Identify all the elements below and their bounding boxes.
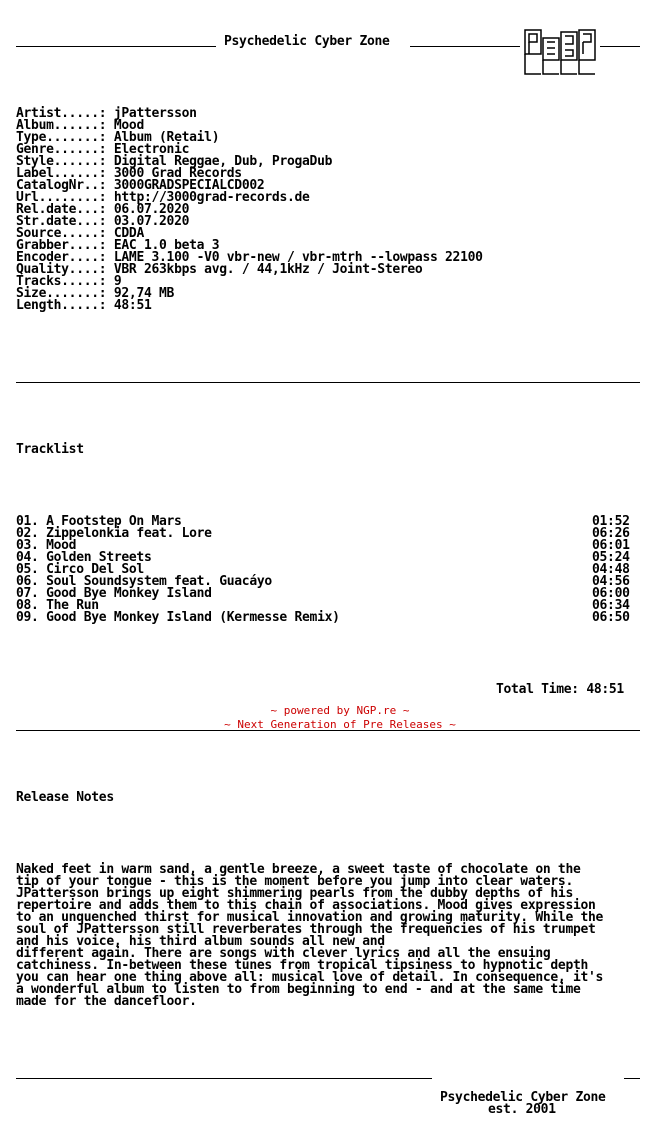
track-duration: 06:01 xyxy=(592,538,630,553)
info-value: VBR 263kbps avg. / 44,1kHz / Joint-Stereo xyxy=(113,262,423,277)
info-key: Style......: xyxy=(16,154,107,169)
notes-line: a wonderful album to listen to from beginning to end - and at the same time xyxy=(16,982,581,997)
powered-by-link[interactable]: ~ powered by NGP.re ~ xyxy=(270,704,410,717)
track-row xyxy=(16,610,630,625)
notes-line: soul of JPattersson still reverberates through the frequencies of his trumpet xyxy=(16,922,596,937)
footer-title: Psychedelic Cyber Zone xyxy=(440,1090,606,1105)
info-key: Label......: xyxy=(16,166,107,181)
track-duration: 06:50 xyxy=(592,610,630,625)
notes-line: made for the dancefloor. xyxy=(16,994,197,1009)
footer-rule-left xyxy=(16,1078,432,1079)
info-key: Str.date...: xyxy=(16,214,107,229)
total-time-row xyxy=(16,682,624,697)
notes-line: you can hear one thing above all: musical love of detail. In consequence, it's xyxy=(16,970,604,985)
info-value: 9 xyxy=(113,274,122,289)
info-value: http://3000grad-records.de xyxy=(113,190,310,205)
track-duration: 06:26 xyxy=(592,526,630,541)
info-value: LAME 3.100 -V0 vbr-new / vbr-mtrh --lowpass 22100 xyxy=(113,250,483,265)
track-duration: 01:52 xyxy=(592,514,630,529)
info-value: CDDA xyxy=(113,226,144,241)
info-key: Type.......: xyxy=(16,130,107,145)
info-key: Quality....: xyxy=(16,262,107,277)
header-title: Psychedelic Cyber Zone xyxy=(224,34,390,49)
info-value: Electronic xyxy=(113,142,190,157)
info-key: Grabber....: xyxy=(16,238,107,253)
track-title: 05. Circo Del Sol xyxy=(16,562,144,577)
info-key: Url........: xyxy=(16,190,107,205)
nfo-document xyxy=(16,12,630,1128)
info-key: Artist.....: xyxy=(16,106,107,121)
established-year: est. 2001 xyxy=(488,1102,556,1117)
track-duration: 04:48 xyxy=(592,562,630,577)
info-value: 06.07.2020 xyxy=(113,202,190,217)
tracklist xyxy=(16,514,630,625)
notes-line: and his voice, his third album sounds all new and xyxy=(16,934,385,949)
total-time: Total Time: 48:51 xyxy=(496,682,624,697)
divider xyxy=(16,372,603,384)
track-row xyxy=(16,526,630,541)
footer-rule-right xyxy=(624,1078,640,1079)
tracklist-heading: Tracklist xyxy=(16,442,84,457)
info-key: Genre......: xyxy=(16,142,107,157)
notes-line: Naked feet in warm sand, a gentle breeze, a sweet taste of chocolate on the xyxy=(16,862,581,877)
info-key: Length.....: xyxy=(16,298,107,313)
track-duration: 06:34 xyxy=(592,598,630,613)
info-value: 92,74 MB xyxy=(113,286,175,301)
track-title: 09. Good Bye Monkey Island (Kermesse Remix) xyxy=(16,610,340,625)
info-key: Size.......: xyxy=(16,286,107,301)
footer-bar xyxy=(16,1068,606,1105)
info-key: Tracks.....: xyxy=(16,274,107,289)
info-value: Digital Reggae, Dub, ProgaDub xyxy=(113,154,333,169)
info-key: CatalogNr..: xyxy=(16,178,107,193)
pcz-logo-icon xyxy=(523,28,599,76)
track-title: 01. A Footstep On Mars xyxy=(16,514,182,529)
info-row xyxy=(16,300,603,312)
release-notes xyxy=(16,864,603,1008)
info-value: 03.07.2020 xyxy=(113,214,190,229)
track-duration: 06:00 xyxy=(592,586,630,601)
release-notes-heading: Release Notes xyxy=(16,790,114,805)
notes-line: JPattersson brings up eight shimmering pearls from the dubby depths of his xyxy=(16,886,573,901)
info-value: Album (Retail) xyxy=(113,130,220,145)
track-title: 04. Golden Streets xyxy=(16,550,152,565)
info-key: Rel.date...: xyxy=(16,202,107,217)
info-value: 48:51 xyxy=(113,298,152,313)
release-info xyxy=(16,108,603,312)
info-value: jPattersson xyxy=(113,106,197,121)
header-rule-right xyxy=(410,46,520,47)
info-value: Mood xyxy=(113,118,144,133)
notes-line: to an unquenched thirst for musical innovation and growing maturity. While the xyxy=(16,910,604,925)
track-row xyxy=(16,586,630,601)
notes-line: tip of your tongue - this is the moment before you jump into clear waters. xyxy=(16,874,573,889)
track-duration: 05:24 xyxy=(592,550,630,565)
notes-line: catchiness. In-between these tunes from tropical tipsiness to hypnotic depth xyxy=(16,958,589,973)
info-value: 3000 Grad Records xyxy=(113,166,242,181)
info-key: Album......: xyxy=(16,118,107,133)
info-key: Encoder....: xyxy=(16,250,107,265)
notes-line: repertoire and adds them to this chain of associations. Mood gives expression xyxy=(16,898,596,913)
tagline: ~ Next Generation of Pre Releases ~ xyxy=(224,718,456,731)
track-title: 08. The Run xyxy=(16,598,99,613)
info-key: Source.....: xyxy=(16,226,107,241)
track-duration: 04:56 xyxy=(592,574,630,589)
header-rule-left xyxy=(16,46,216,47)
est-row xyxy=(16,1104,603,1116)
track-title: 03. Mood xyxy=(16,538,77,553)
header-bar xyxy=(16,36,603,48)
info-value: EAC 1.0 beta 3 xyxy=(113,238,220,253)
notes-line: different again. There are songs with clever lyrics and all the ensuing xyxy=(16,946,551,961)
track-title: 02. Zippelonkia feat. Lore xyxy=(16,526,212,541)
track-title: 07. Good Bye Monkey Island xyxy=(16,586,212,601)
track-title: 06. Soul Soundsystem feat. Guacáyo xyxy=(16,574,272,589)
header-rule-far-right xyxy=(600,46,640,47)
info-value: 3000GRADSPECIALCD002 xyxy=(113,178,265,193)
